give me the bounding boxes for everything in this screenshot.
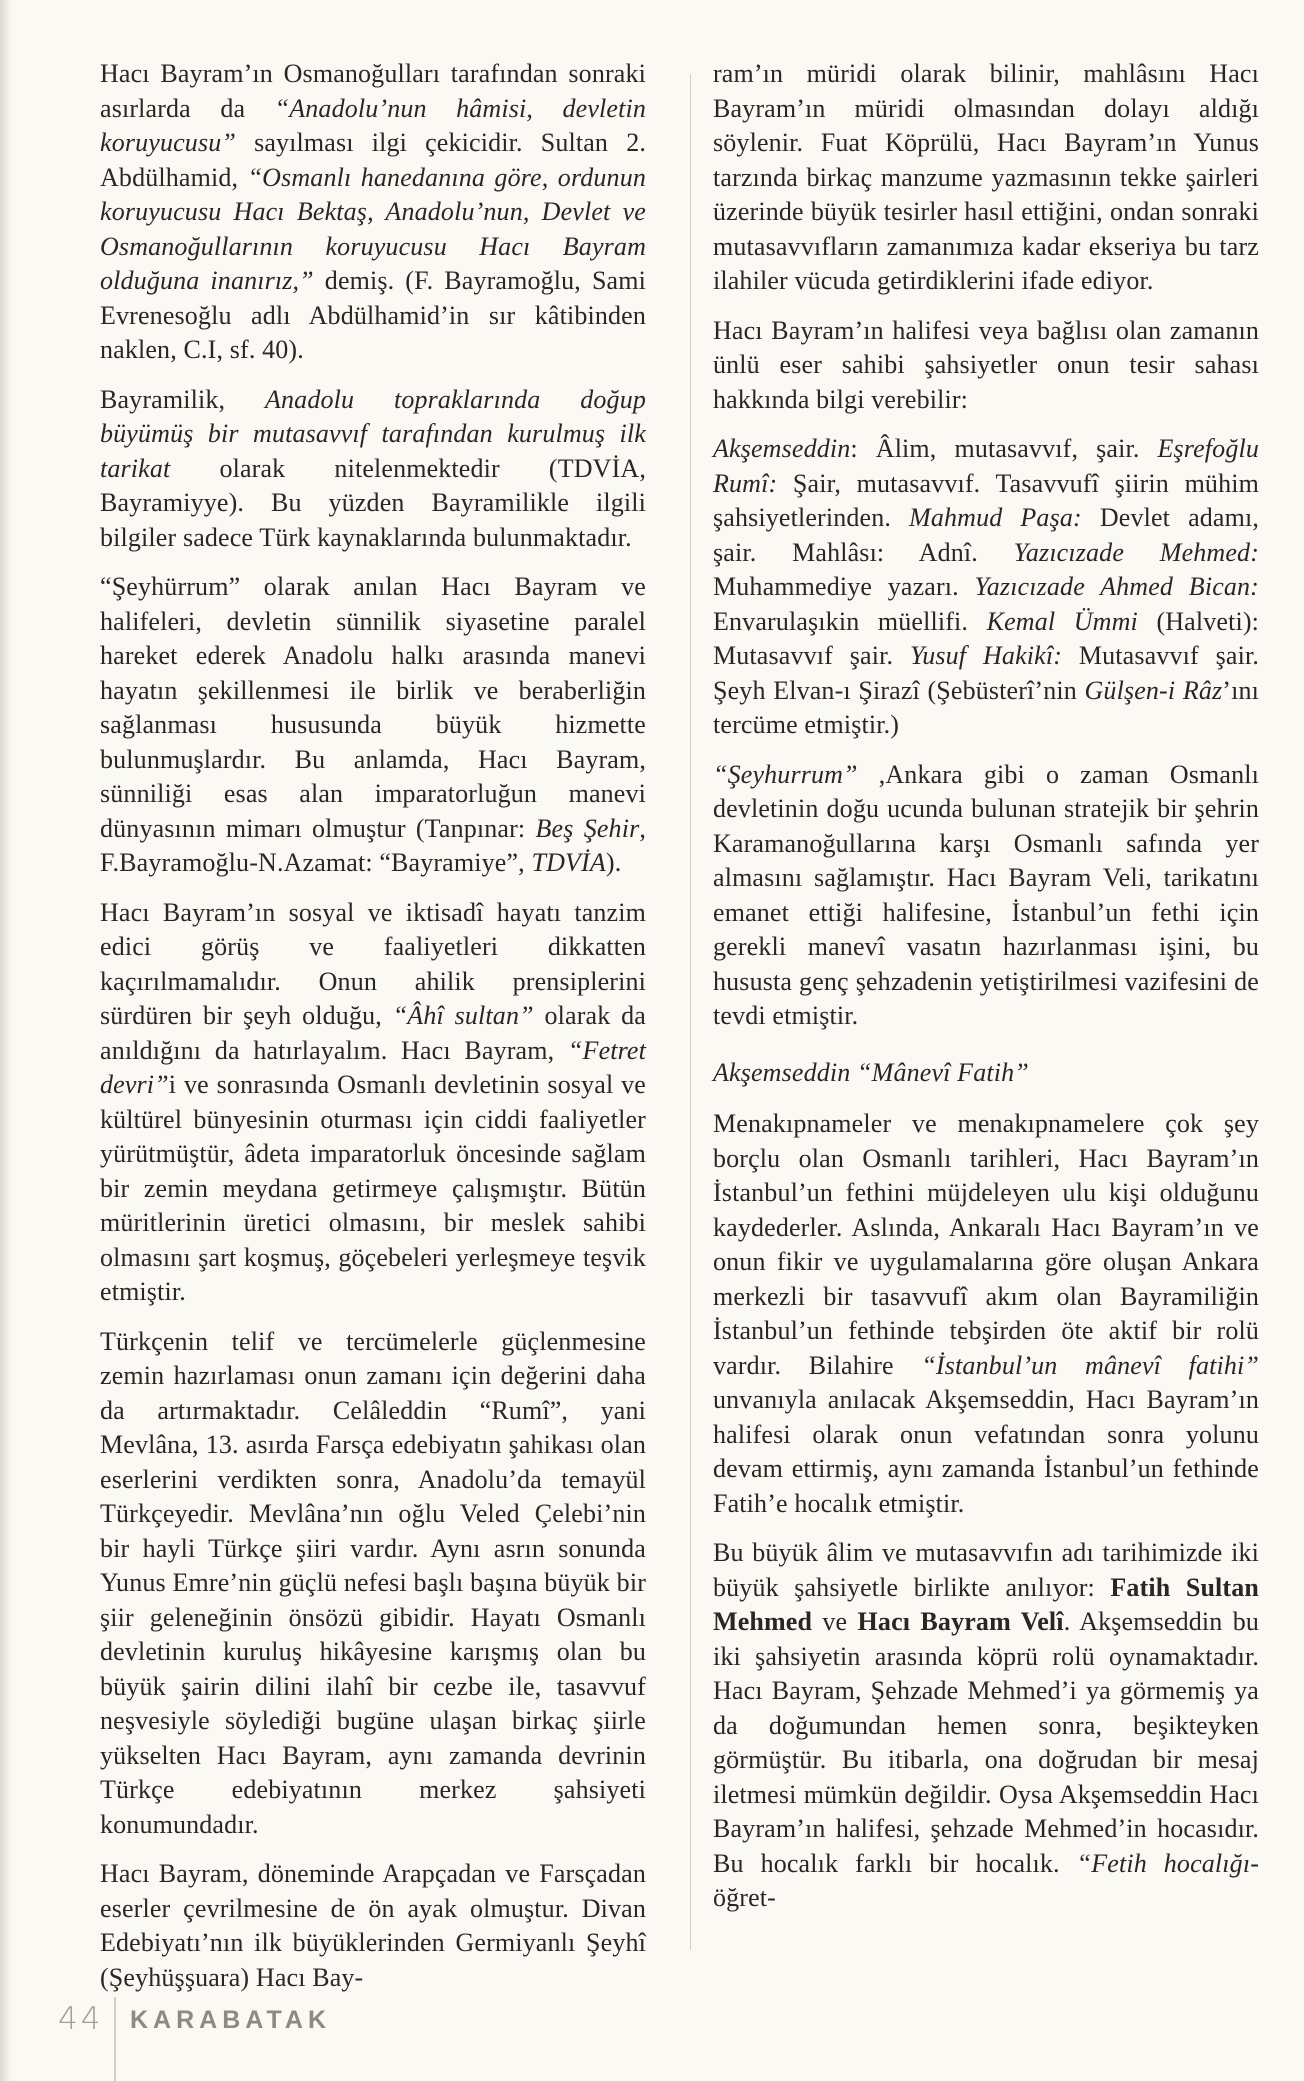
text-segment: ).	[605, 848, 622, 877]
text-segment: Eşrefoğlu Rumî:	[713, 434, 1259, 498]
text-segment: Yazıcızade Ahmed Bican:	[974, 572, 1259, 601]
text-segment: Akşemseddin “Mânevî Fatih”	[713, 1057, 1029, 1087]
text-segment: Anadolu topraklarında doğup büyümüş bir mutasavvıf tarafından kurulmuş ilk tarikat	[100, 384, 646, 483]
text-segment: -öğret-	[713, 1848, 1260, 1912]
text-segment: Bayramilik,	[100, 384, 265, 414]
text-segment: “Fetih hocalığı	[1076, 1848, 1251, 1878]
paragraph	[100, 57, 646, 368]
footer-divider-line	[114, 1997, 116, 2081]
text-segment: ’ını tercüme etmiştir.)	[713, 675, 1259, 739]
paragraph	[100, 1325, 646, 1843]
scan-edge-shadow	[0, 0, 12, 2081]
text-segment: Hacı Bayram, döneminde Arapçadan ve Farsçadan eserler çevrilmesine de ön ayak olmuştur. Divan Edebiyatı’nın ilk büyüklerinden Germiyanlı Şeyhî (Şeyhüşşuara) Hacı Bay-	[100, 1859, 646, 1992]
text-segment: Şair, mutasavvıf. Tasavvufî şiirin mühim şahsiyetlerinden.	[713, 468, 1259, 532]
magazine-name: KARABATAK	[130, 2006, 331, 2034]
column-divider-line	[690, 74, 691, 1950]
paragraph	[713, 57, 1259, 299]
text-segment: ve	[812, 1607, 858, 1636]
text-segment: Fatih Sultan Mehmed	[713, 1572, 1259, 1636]
text-segment: unvanıyla anılacak Akşemseddin, Hacı Bayram’ın halifesi olarak onun vefatından sonra yolunu devam ettirmiş, aynı zamanda İstanbul’un fethinde Fatih’e hocalık etmiştir.	[713, 1385, 1259, 1518]
text-segment: Yazıcızade Mehmed:	[1013, 537, 1259, 567]
text-segment: Menakıpnameler ve menakıpnamelere çok şey borçlu olan Osmanlı tarihleri, Hacı Bayram’ın İstanbul’un fethini müjdeleyen ulu kişi olduğunu kaydederler. Aslında, Ankaralı Hacı Bayram’ın ve onun fikir ve uygulamalarına göre oluşan Ankara merkezli bir tasavvufî akım olan Bayramiliğin İstanbul’un fethinde tebşirden öte aktif bir rolü vardır. Bilahire	[713, 1109, 1259, 1380]
text-segment: Envarulaşıkin müellifi.	[713, 606, 987, 636]
text-segment: “Şeyhurrum”	[713, 759, 858, 789]
text-segment: Kemal Ümmi	[986, 606, 1138, 636]
text-segment: Muhammediye yazarı.	[713, 572, 975, 601]
text-segment: Bu büyük âlim ve mutasavvıfın adı tarihimizde iki büyük şahsiyetle birlikte anılıyor:	[713, 1538, 1259, 1602]
text-segment: “Âhî sultan”	[392, 1001, 534, 1030]
text-segment: Mutasavvıf şair. Şeyh Elvan-ı Şirazî (Şebüsterî’nin	[713, 641, 1259, 705]
text-segment: olarak nitelenmektedir (TDVİA, Bayramiyye). Bu yüzden Bayramilikle ilgili bilgiler sadece Türk kaynaklarında bulunmaktadır.	[100, 453, 646, 552]
text-segment: : Âlim, mutasavvıf, şair.	[850, 434, 1158, 463]
text-segment: (Halveti): Mutasavvıf şair.	[713, 606, 1260, 670]
text-segment: Hacı Bayram’ın sosyal ve iktisadî hayatı tanzim edici görüş ve faaliyetleri dikkatten kaçırılmamalıdır. Onun ahilik prensiplerini sürdüren bir şeyh olduğu,	[100, 897, 646, 1030]
paragraph	[713, 314, 1259, 418]
text-segment: Mahmud Paşa:	[909, 503, 1082, 532]
text-segment: “Fetret devri”	[100, 1035, 646, 1099]
text-segment: Hacı Bayram’ın Osmanoğulları tarafından sonraki asırlarda da	[100, 59, 646, 123]
text-segment: “İstanbul’un mânevî fatihi”	[921, 1350, 1259, 1380]
paragraph	[713, 432, 1259, 743]
paragraph	[713, 1536, 1259, 1916]
text-segment: TDVİA	[531, 848, 606, 877]
paragraph	[713, 758, 1259, 1034]
text-segment: Beş Şehir	[535, 813, 640, 843]
column-left	[100, 57, 646, 2010]
paragraph	[100, 896, 646, 1310]
column-right	[713, 57, 1259, 1931]
text-segment: Akşemseddin	[713, 434, 851, 463]
text-segment: ,Ankara gibi o zaman Osmanlı devletinin doğu ucunda bulunan stratejik bir şehrin Karamanoğullarına karşı Osmanlı safında yer almasını sağlamıştır. Hacı Bayram Veli, tarikatını emanet ettiği halifesine, İstanbul’un fethi için gerekli manevî vasatın hazırlanması işini, bu hususta genç şehzadenin yetiştirilmesi vazifesini de tevdi etmiştir.	[713, 759, 1259, 1030]
text-segment: . Akşemseddin bu iki şahsiyetin arasında köprü rolü oynamaktadır. Hacı Bayram, Şehzade Mehmed’i ya görmemiş ya da doğumundan hemen sonra, beşikteyken görmüştür. Bu itibarla, ona doğrudan bir mesaj iletmesi mümkün değildir. Oysa Akşemseddin Hacı Bayram’ın halifesi, şehzade Mehmed’in hocasıdır. Bu hocalık farklı bir hocalık.	[713, 1607, 1259, 1878]
text-segment: ram’ın müridi olarak bilinir, mahlâsını Hacı Bayram’ın müridi olmasından dolayı aldığı söylenir. Fuat Köprülü, Hacı Bayram’ın Yunus tarzında birkaç manzume yazmasının tekke şairleri üzerinde büyük tesirler hasıl ettiğini, ondan sonraki mutasavvıfların zamanımıza kadar ekseriya bu tarz ilahiler vücuda getirdiklerini ifade ediyor.	[713, 59, 1259, 295]
text-segment: Hacı Bayram Velî	[857, 1607, 1064, 1636]
text-segment: sayılması ilgi çekicidir. Sultan 2. Abdülhamid,	[100, 128, 646, 192]
text-segment: Devlet adamı, şair. Mahlâsı: Adnî.	[713, 503, 1259, 567]
text-segment: “Osmanlı hanedanına göre, ordunun koruyucusu Hacı Bektaş, Anadolu’nun, Devlet ve Osmanoğullarının koruyucusu Hacı Bayram olduğuna inanırız,”	[100, 162, 646, 295]
text-segment: Türkçenin telif ve tercümelerle güçlenmesine zemin hazırlaması onun zamanı için değerini daha da artırmaktadır. Celâleddin “Rumî”, yani Mevlâna, 13. asırda Farsça edebiyatın şahikası olan eserlerini verdikten sonra, Anadolu’da temayül Türkçeyedir. Mevlâna’nın oğlu Veled Çelebi’nin bir hayli Türkçe şiiri vardır. Aynı asrın sonunda Yunus Emre’nin güçlü nefesi başlı başına büyük bir şiir geleneğinin önsözü gibidir. Hayatı Osmanlı devletinin kuruluş hikâyesine karışmış olan bu büyük şairin dilini ilahî bir cezbe ile, tasavvuf neşvesiyle söylediği bugüne ulaşan birkaç şiirle yükselten Hacı Bayram, aynı zamanda devrinin Türkçe edebiyatının merkez şahsiyeti konumundadır.	[100, 1326, 646, 1839]
text-segment: olarak da anıldığını da hatırlayalım. Hacı Bayram,	[100, 1001, 646, 1065]
text-segment: “Şeyhürrum” olarak anılan Hacı Bayram ve halifeleri, devletin sünnilik siyasetine paralel hareket ederek Anadolu halkı arasında manevi hayatın şekillenmesi ile birlik ve beraberliğin sağlanması hususunda büyük hizmette bulunmuşlardır. Bu anlamda, Hacı Bayram, sünniliği esas alan imparatorluğun manevi dünyasının mimarı olmuştur (Tanpınar:	[100, 572, 646, 843]
paragraph	[100, 570, 646, 881]
text-segment: Yusuf Hakikî:	[909, 641, 1063, 670]
paragraph	[100, 1857, 646, 1995]
text-segment: Hacı Bayram’ın halifesi veya bağlısı olan zamanın ünlü eser sahibi şahsiyetler onun tesir sahası hakkında bilgi verebilir:	[713, 315, 1259, 414]
text-segment: demiş. (F. Bayramoğlu, Sami Evrenesoğlu adlı Abdülhamid’in sır kâtibinden naklen, C.I, sf. 40).	[100, 266, 646, 364]
paragraph	[100, 383, 646, 556]
page-number: 44	[58, 2001, 104, 2037]
paragraph	[713, 1107, 1259, 1521]
section-heading	[713, 1056, 1259, 1091]
text-segment: Gülşen-i Râz	[1084, 675, 1223, 705]
text-segment: , F.Bayramoğlu-N.Azamat: “Bayramiye”,	[100, 813, 646, 877]
text-segment: i ve sonrasında Osmanlı devletinin sosyal ve kültürel bünyesinin oturması için ciddi faaliyetler yürütmüştür, âdeta imparatorluk öncesinde sağlam bir zemin meydana getirmeye çalışmıştır. Bütün müritlerinin üretici olmasını, bir meslek sahibi olmasını şart koşmuş, göçebeleri yerleşmeye teşvik etmiştir.	[100, 1070, 646, 1306]
text-segment: “Anadolu’nun hâmisi, devletin koruyucusu”	[100, 93, 646, 157]
